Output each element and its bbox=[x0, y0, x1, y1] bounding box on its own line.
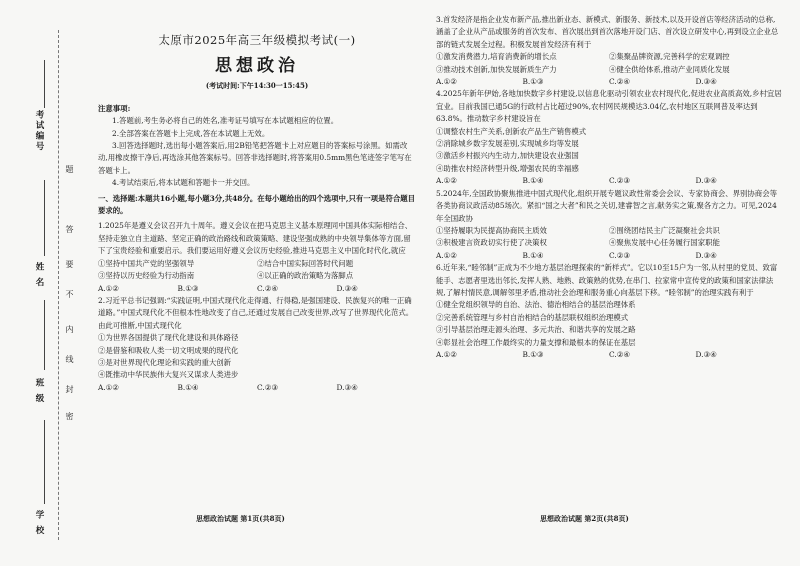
subject-title: 思想政治 bbox=[215, 56, 299, 76]
seal-char: 内 bbox=[65, 325, 74, 335]
question-stem: 6.近年来,“睦邻制”正成为不少地方基层治理探索的“新样式”。它以10至15户为一邻,从村里的党员、致富能手、志愿者里选出邻长,发挥人熟、地熟、政策熟的优势,在串门、拉家常中宣传党的政策和国家法律法规,了解村情民意,调解邻里矛盾,推动社会治理和服务重心向基层下移。“睦邻制”的治理实践有利于 bbox=[436, 263, 778, 297]
statement: ④健全供给体系,推动产业同质化发展 bbox=[609, 64, 730, 74]
option: A.①② bbox=[436, 176, 457, 186]
option: A.①② bbox=[98, 283, 119, 293]
seal-char: 封 bbox=[65, 385, 74, 395]
option: D.③④ bbox=[695, 77, 717, 87]
option: A.①② bbox=[98, 382, 119, 392]
statement: ②围绕团结民主广泛凝聚社会共识 bbox=[609, 225, 720, 235]
exam-no-line bbox=[44, 60, 45, 108]
exam-no-label: 考试编号 bbox=[34, 110, 44, 152]
statement: ④既推动中华民族伟大复兴又谋求人类进步 bbox=[98, 370, 239, 380]
seal-char: 题 bbox=[65, 165, 74, 175]
name-line bbox=[44, 180, 45, 256]
statement: ③积极建言资政切实行使了决策权 bbox=[436, 238, 547, 248]
option-row bbox=[436, 250, 782, 262]
seal-char: 密 bbox=[65, 412, 74, 422]
option: B.①④ bbox=[522, 176, 544, 186]
binding-strip bbox=[0, 0, 80, 566]
option-row bbox=[436, 76, 782, 88]
seal-char: 答 bbox=[65, 225, 74, 235]
exam-title: 太原市2025年高三年级模拟考试(一) bbox=[158, 33, 356, 47]
statement-row bbox=[98, 258, 416, 270]
statement: ②是借鉴和吸收人类一切文明成果的现代化 bbox=[98, 345, 239, 355]
seal-char: 要 bbox=[65, 260, 74, 270]
statement-row bbox=[436, 225, 782, 237]
option-row bbox=[98, 382, 416, 394]
statement: ①调整农村生产关系,创新农产品生产销售模式 bbox=[436, 126, 587, 136]
option: A.①② bbox=[436, 77, 457, 87]
option: B.①③ bbox=[522, 349, 544, 359]
option: C.②④ bbox=[609, 349, 630, 359]
statement: ②消除城乡数字发展差别,实现城乡均等发展 bbox=[436, 139, 579, 149]
statement: ④聚焦发展中心任务履行国家职能 bbox=[609, 238, 720, 248]
option: D.③④ bbox=[695, 250, 717, 260]
note-item: 2.全部答案在答题卡上完成,答在本试题上无效。 bbox=[112, 128, 270, 138]
note-item: 4.考试结束后,将本试题和答题卡一并交回。 bbox=[112, 178, 255, 188]
right-column bbox=[436, 14, 782, 361]
option-row bbox=[436, 349, 782, 361]
option: C.②③ bbox=[609, 176, 630, 186]
class-label: 班 级 bbox=[34, 378, 44, 404]
school-label: 学 校 bbox=[34, 510, 44, 536]
statement: ②集聚品牌资源,完善科学的宏观调控 bbox=[609, 52, 730, 62]
statement-row bbox=[98, 270, 416, 282]
option: B.①③ bbox=[522, 77, 544, 87]
statement: ④助推农村经济转型升级,增强农民的幸福感 bbox=[436, 163, 579, 173]
option: A.①② bbox=[436, 349, 457, 359]
statement: ③是对世界现代化理论和实践的重大创新 bbox=[98, 357, 232, 367]
option: B.①③ bbox=[177, 283, 199, 293]
option-row bbox=[436, 175, 782, 187]
statement: ②完善系统管理与乡村自治相结合的基层联权组织治理模式 bbox=[436, 312, 629, 322]
page-footer-left: 思想政治试题 第1页(共8页) bbox=[196, 514, 285, 523]
school-line bbox=[44, 420, 45, 504]
option: D.③④ bbox=[336, 382, 358, 392]
question-stem: 5.2024年,全国政协聚焦推进中国式现代化,组织开展专题议政性常委会会议、专家协商会、界别协商会等各类协商议政活动85场次。紧扣“国之大者”和民之关切,建睿智之言,献务实之策,聚各方之力。可见,2024年全国政协 bbox=[436, 188, 777, 223]
statement: ①坚持中国共产党的坚强领导 bbox=[98, 258, 195, 268]
seal-char: 线 bbox=[65, 355, 74, 365]
left-column bbox=[98, 14, 416, 394]
option: B.①④ bbox=[522, 250, 544, 260]
seal-char: 不 bbox=[65, 290, 74, 300]
statement: ①激发消费潜力,培育消费新的增长点 bbox=[436, 52, 557, 62]
statement: ④以正确的政治策略为落脚点 bbox=[257, 271, 354, 281]
statement: ④彰显社会治理工作最终实的力量支撑和最根本的保证在基层 bbox=[436, 337, 636, 347]
page-footer-right: 思想政治试题 第2页(共8页) bbox=[540, 514, 629, 523]
exam-time: (考试时间:下午14:30一15:45) bbox=[205, 81, 309, 91]
option: B.①④ bbox=[177, 382, 199, 392]
option-row bbox=[98, 283, 416, 295]
statement: ②结合中国实际回答时代问题 bbox=[257, 258, 354, 268]
statement-row bbox=[436, 51, 782, 63]
statement: ①坚持履职为民提高协商民主质效 bbox=[436, 225, 547, 235]
option: C.②③ bbox=[257, 382, 278, 392]
question-stem: 1.2025年是遵义会议召开九十周年。遵义会议在把马克思主义基本原理同中国具体实际相结合、坚持走独立自主道路、坚定正确的政治路线和政策策略、建设坚强成熟的中央领导集体等方面,留下了宝贵经验和重要启示。我们要运用好遵义会议历史经验,推进马克思主义中国化时代化,就应 bbox=[98, 221, 413, 256]
section-heading: 一、选择题:本题共16小题,每小题3分,共48分。在每小题给出的四个选项中,只有一项是符合题目要求的。 bbox=[98, 193, 416, 216]
class-line bbox=[44, 300, 45, 370]
seal-line bbox=[58, 30, 59, 540]
option: D.③④ bbox=[695, 176, 717, 186]
option: D.③④ bbox=[695, 349, 717, 359]
notes-heading: 注意事项: bbox=[98, 103, 131, 113]
question-stem: 4.2025年新年伊始,各地加快数字乡村建设,以信息化驱动引领农业农村现代化,促进农业高质高效,乡村宜居宜业。目前我国已通5G的行政村占比超过90%,农村网民规模达3.04亿,农村地区互联网普及率达到63.8%。推动数字乡村建设旨在 bbox=[436, 89, 782, 124]
question-stem: 2.习近平总书记强调:“实践证明,中国式现代化走得通、行得稳,是强国建设、民族复兴的唯一正确道路。”中国式现代化不但根本性地改变了自己,还通过发展自己改变世界,改写了世界现代化范式。由此可推断,中国式现代化 bbox=[98, 295, 414, 330]
statement-row bbox=[436, 237, 782, 249]
option: C.②④ bbox=[609, 77, 630, 87]
option: D.③④ bbox=[336, 283, 358, 293]
question-stem: 3.首发经济是指企业发布新产品,推出新业态、新模式、新服务、新技术,以及开设首店等经济活动的总称,涵盖了企业从产品或服务的首次发布、首次展出到首次落地开设门店、首次设立研发中心,再到设立企业总部的链式发展全过程。积极发展首发经济有利于 bbox=[436, 15, 779, 49]
note-item: 1.答题前,考生务必将自己的姓名,准考证号填写在本试题相应的位置。 bbox=[112, 116, 339, 126]
statement: ③坚持以历史经验为行动指南 bbox=[98, 271, 195, 281]
statement: ①健全党组织领导的自治、法治、德治相结合的基层治理体系 bbox=[436, 300, 636, 310]
note-item: 3.回答选择题时,选出每小题答案后,用2B铅笔把答题卡上对应题目的答案标号涂黑。如需改动,用橡皮擦干净后,再选涂其他答案标号。回答非选择题时,将答案用0.5mm黑色笔迹签字笔写在答题卡上。 bbox=[98, 141, 412, 175]
statement-row bbox=[436, 64, 782, 76]
option: C.②④ bbox=[257, 283, 278, 293]
statement: ③引导基层治理走源头治理、多元共治、和谐共享的发展之路 bbox=[436, 325, 636, 335]
statement: ③激活乡村振兴内生动力,加快建设农业强国 bbox=[436, 151, 579, 161]
statement: ③推动技术创新,加快发展新质生产力 bbox=[436, 64, 557, 74]
option: A.①② bbox=[436, 250, 457, 260]
name-label: 姓 名 bbox=[34, 262, 44, 288]
option: C.②③ bbox=[609, 250, 630, 260]
statement: ①为世界各国提供了现代化建设和具体路径 bbox=[98, 333, 239, 343]
